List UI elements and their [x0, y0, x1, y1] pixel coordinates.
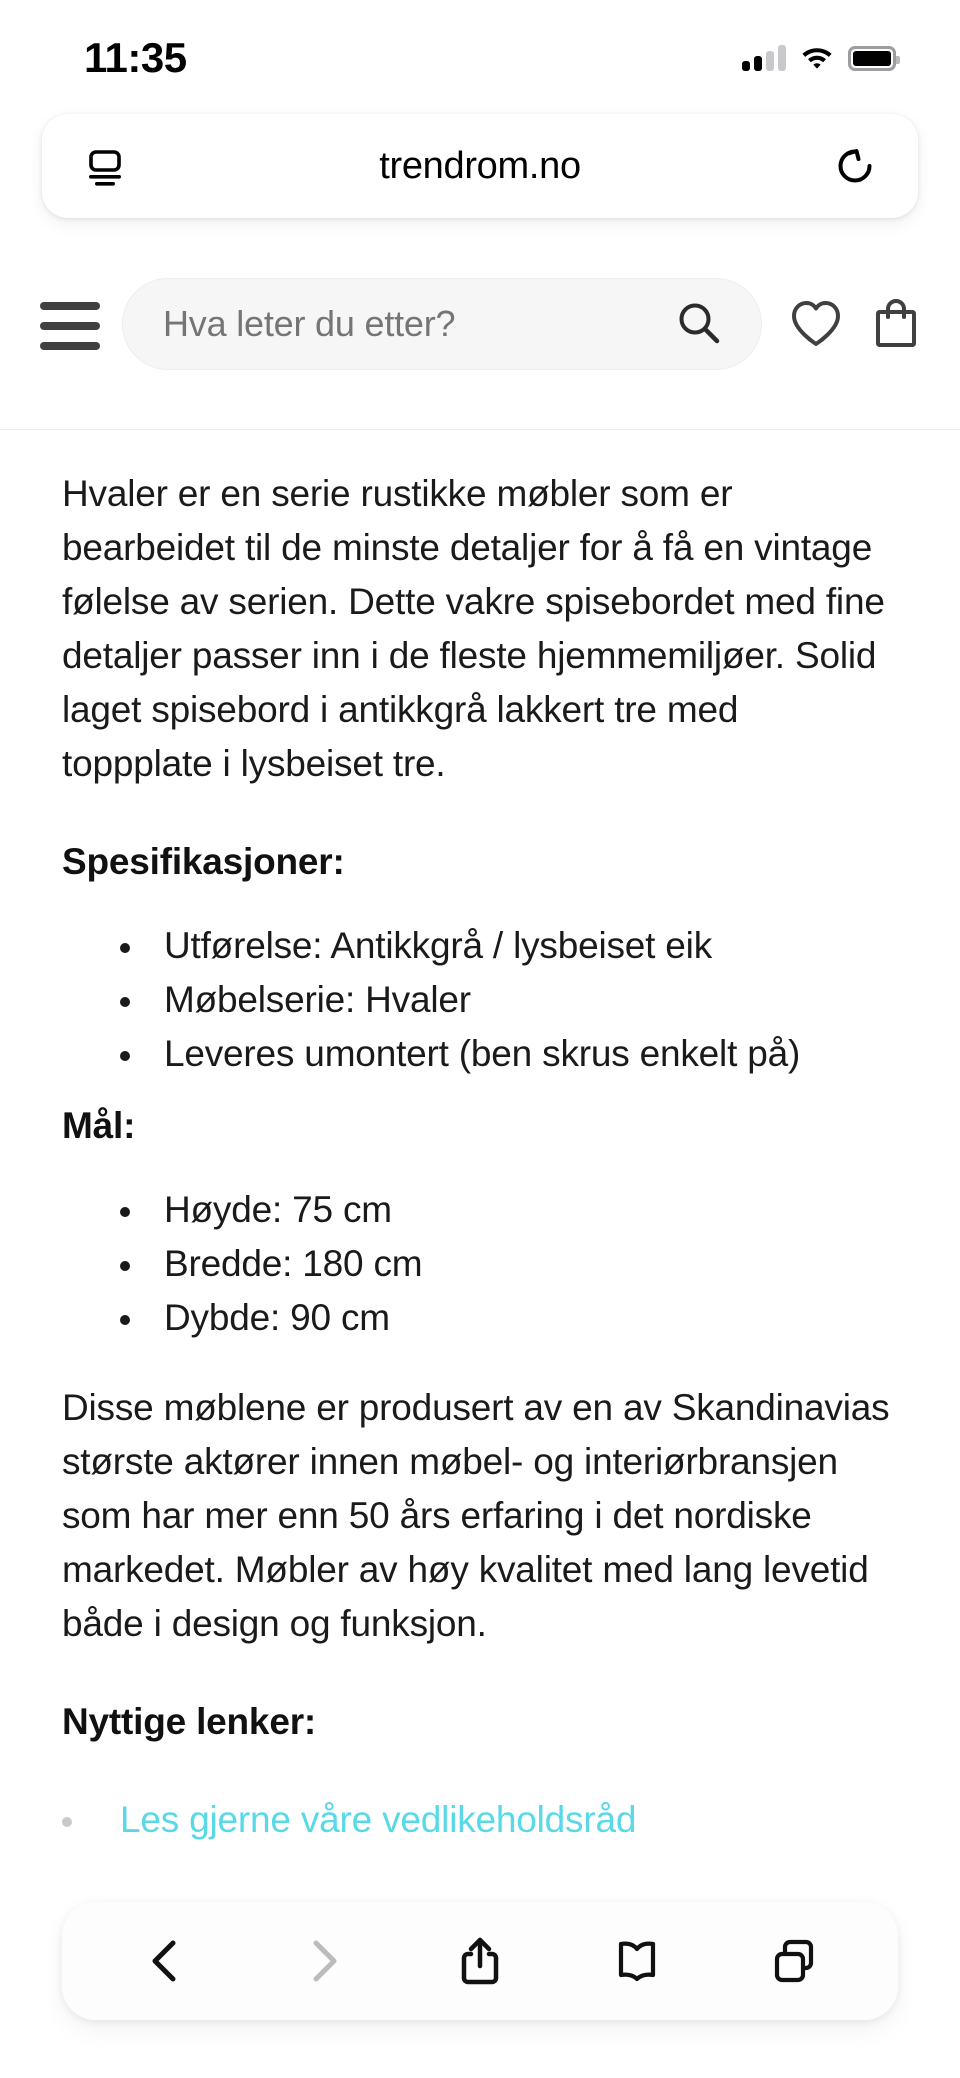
tabs-button[interactable]: [734, 1902, 854, 2020]
list-item: Utførelse: Antikkgrå / lysbeiset eik: [120, 919, 898, 973]
cart-button[interactable]: [856, 278, 936, 370]
ios-status-bar: [0, 0, 960, 108]
vedlikeholdsraad-link[interactable]: Les gjerne våre vedlikeholdsråd: [120, 1799, 637, 1840]
url-text: trendrom.no: [379, 144, 581, 187]
dimensions-list: [62, 1183, 898, 1345]
hamburger-menu-icon[interactable]: [24, 298, 116, 350]
back-button[interactable]: [106, 1902, 226, 2020]
cellular-signal-icon: [742, 45, 786, 71]
page-settings-icon[interactable]: [82, 143, 128, 189]
status-indicators: [742, 37, 896, 71]
wifi-icon: [800, 45, 834, 71]
heart-icon: [788, 296, 844, 352]
status-time: 11:35: [84, 34, 187, 81]
list-item: Høyde: 75 cm: [120, 1183, 898, 1237]
bookmarks-book-icon: [610, 1934, 664, 1988]
browser-bottom-toolbar: [62, 1902, 898, 2020]
forward-button[interactable]: [263, 1902, 383, 2020]
forward-chevron-icon: [296, 1934, 350, 1988]
bookmarks-button[interactable]: [577, 1902, 697, 2020]
search-input[interactable]: [163, 303, 671, 345]
share-icon: [453, 1934, 507, 1988]
search-bar[interactable]: [122, 278, 762, 370]
maal-heading: Mål:: [62, 1105, 136, 1146]
nyttige-lenker-heading: Nyttige lenker:: [62, 1701, 317, 1742]
page-content: [0, 431, 960, 2078]
outro-paragraph: Disse møblene er produsert av en av Skandinavias største aktører innen møbel- og interiørbransjen som har mer enn 50 års erfaring i det nordiske markedet. Møbler av høy kvalitet med lang levetid både i design og funksjon.: [62, 1387, 890, 1644]
spesifikasjoner-heading: Spesifikasjoner:: [62, 841, 345, 882]
wishlist-button[interactable]: [776, 278, 856, 370]
list-item: Møbelserie: Hvaler: [120, 973, 898, 1027]
reload-icon[interactable]: [832, 143, 878, 189]
share-button[interactable]: [420, 1902, 540, 2020]
search-icon[interactable]: [671, 296, 727, 352]
battery-icon: [848, 46, 896, 71]
spec-list: [62, 919, 898, 1081]
list-item: Dybde: 90 cm: [120, 1291, 898, 1345]
shopping-bag-icon: [868, 296, 924, 352]
back-chevron-icon: [139, 1934, 193, 1988]
site-header: [0, 218, 960, 430]
browser-url-bar[interactable]: [42, 114, 918, 218]
tabs-icon: [767, 1934, 821, 1988]
list-item[interactable]: [62, 1793, 898, 1847]
list-item: Leveres umontert (ben skrus enkelt på): [120, 1027, 898, 1081]
intro-paragraph: Hvaler er en serie rustikke møbler som er bearbeidet til de minste detaljer for å få en vintage følelse av serien. Dette vakre spisebordet med fine detaljer passer inn i de fleste hjemmemiljøer. Solid laget spisebord i antikkgrå lakkert tre med toppplate i lysbeiset tre.: [62, 473, 885, 784]
list-item: Bredde: 180 cm: [120, 1237, 898, 1291]
